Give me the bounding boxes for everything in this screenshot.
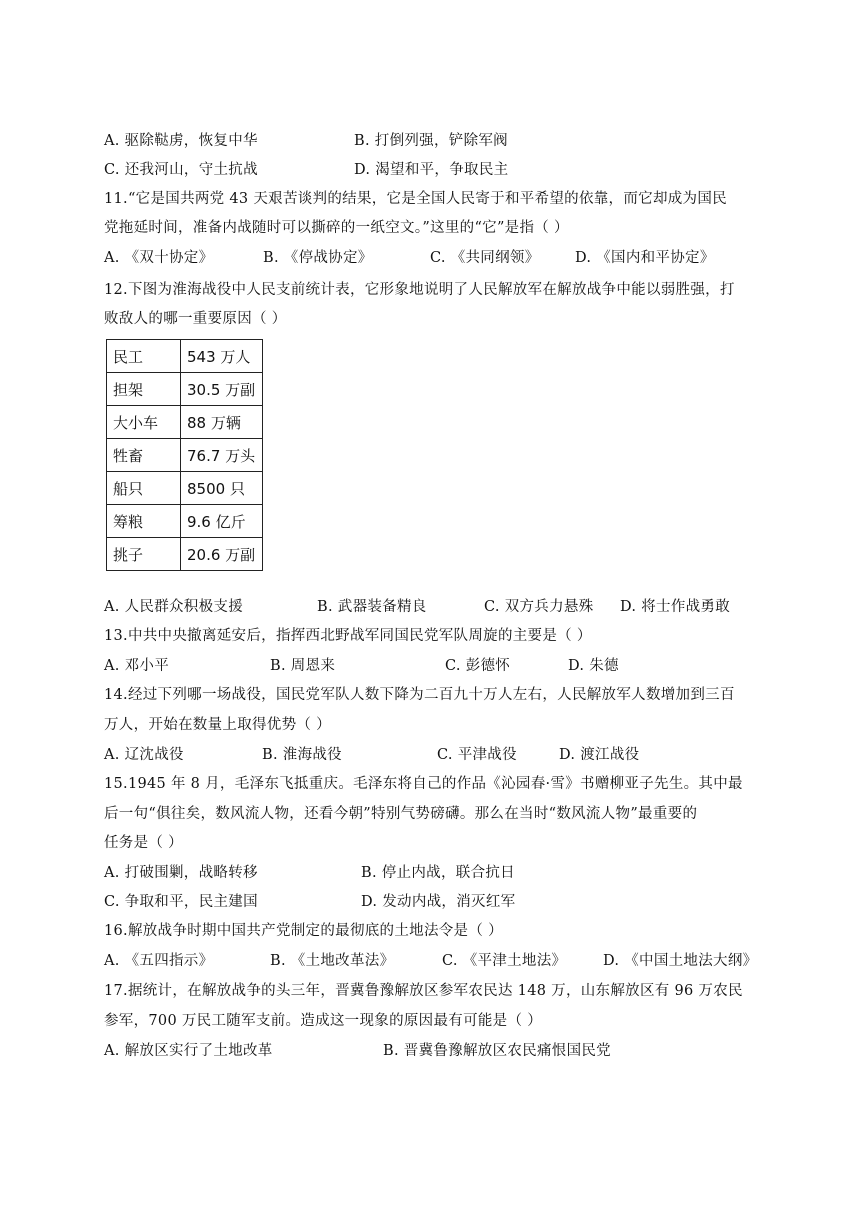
q12-option-c[interactable]: C. 双方兵力悬殊 [484, 599, 594, 615]
q13-option-b[interactable]: B. 周恩来 [270, 658, 336, 674]
table-cell-value: 9.6 亿斤 [181, 505, 263, 538]
table-cell-value: 76.7 万头 [181, 439, 263, 472]
table-row [107, 406, 263, 439]
q14-option-a[interactable]: A. 辽沈战役 [104, 747, 184, 763]
table-row [107, 373, 263, 406]
table-cell-value: 8500 只 [181, 472, 263, 505]
table-cell-item: 船只 [107, 472, 181, 505]
q11-option-d[interactable]: D. 《国内和平协定》 [575, 250, 715, 266]
table-cell-value: 20.6 万副 [181, 538, 263, 571]
table-cell-item: 筹粮 [107, 505, 181, 538]
q10-option-a[interactable]: A. 驱除鞑虏，恢复中华 [104, 133, 258, 149]
q13-option-c[interactable]: C. 彭德怀 [445, 658, 511, 674]
q16-option-b[interactable]: B. 《土地改革法》 [270, 953, 395, 969]
q15-option-c[interactable]: C. 争取和平，民主建国 [104, 894, 258, 910]
q17-option-a[interactable]: A. 解放区实行了土地改革 [104, 1043, 273, 1059]
table-cell-value: 543 万人 [181, 340, 263, 373]
q11-stem-line2: 党拖延时间，准备内战随时可以撕碎的一纸空文。”这里的“它”是指（ ） [104, 220, 569, 236]
q14-stem-line2: 万人，开始在数量上取得优势（ ） [104, 717, 331, 733]
table-row [107, 439, 263, 472]
q10-option-b[interactable]: B. 打倒列强，铲除军阀 [354, 133, 508, 149]
q15-option-a[interactable]: A. 打破围剿，战略转移 [104, 865, 258, 881]
q15-option-b[interactable]: B. 停止内战，联合抗日 [361, 865, 515, 881]
q12-option-b[interactable]: B. 武器装备精良 [317, 599, 427, 615]
q13-option-a[interactable]: A. 邓小平 [104, 658, 169, 674]
q10-option-d[interactable]: D. 渴望和平，争取民主 [354, 162, 509, 178]
q17-option-b[interactable]: B. 晋冀鲁豫解放区农民痛恨国民党 [383, 1043, 611, 1059]
q13-option-d[interactable]: D. 朱德 [568, 658, 619, 674]
q15-stem-line2: 后一句“俱往矣，数风流人物，还看今朝”特别气势磅礴。那么在当时“数风流人物”最重要的 [104, 806, 698, 822]
table-row [107, 505, 263, 538]
q17-stem-line2: 参军，700 万民工随军支前。造成这一现象的原因最有可能是（ ） [104, 1013, 542, 1029]
q11-option-b[interactable]: B. 《停战协定》 [263, 250, 373, 266]
q12-stem-line2: 败敌人的哪一重要原因（ ） [104, 311, 287, 327]
table-cell-item: 民工 [107, 340, 181, 373]
q14-option-c[interactable]: C. 平津战役 [437, 747, 517, 763]
q12-stem-line1: 12.下图为淮海战役中人民支前统计表，它形象地说明了人民解放军在解放战争中能以弱胜强，打 [104, 282, 735, 298]
q16-stem-line1: 16.解放战争时期中国共产党制定的最彻底的土地法令是（ ） [104, 923, 503, 939]
table-cell-item: 大小车 [107, 406, 181, 439]
q11-stem-line1: 11.“它是国共两党 43 天艰苦谈判的结果，它是全国人民寄于和平希望的依靠，而它却成为国民 [104, 191, 727, 207]
q16-option-c[interactable]: C. 《平津土地法》 [442, 953, 567, 969]
q11-option-c[interactable]: C. 《共同纲领》 [430, 250, 540, 266]
table-cell-value: 88 万辆 [181, 406, 263, 439]
q14-option-b[interactable]: B. 淮海战役 [262, 747, 342, 763]
table-cell-item: 担架 [107, 373, 181, 406]
q15-option-d[interactable]: D. 发动内战，消灭红军 [361, 894, 516, 910]
q16-option-d[interactable]: D. 《中国土地法大纲》 [603, 953, 758, 969]
table-row [107, 538, 263, 571]
table-cell-value: 30.5 万副 [181, 373, 263, 406]
q14-stem-line1: 14.经过下列哪一场战役，国民党军队人数下降为二百九十万人左右，人民解放军人数增加到三百 [104, 687, 735, 703]
q12-option-a[interactable]: A. 人民群众积极支援 [104, 599, 243, 615]
q15-stem-line3: 任务是（ ） [104, 835, 183, 851]
q13-stem-line1: 13.中共中央撤离延安后，指挥西北野战军同国民党军队周旋的主要是（ ） [104, 628, 592, 644]
table-row [107, 340, 263, 373]
q10-option-c[interactable]: C. 还我河山，守土抗战 [104, 162, 258, 178]
q11-option-a[interactable]: A. 《双十协定》 [104, 250, 214, 266]
q12-option-d[interactable]: D. 将士作战勇敢 [620, 599, 731, 615]
q15-stem-line1: 15.1945 年 8 月，毛泽东飞抵重庆。毛泽东将自己的作品《沁园春·雪》书赠柳亚子先生。其中最 [104, 776, 743, 792]
q17-stem-line1: 17.据统计，在解放战争的头三年，晋冀鲁豫解放区参军农民达 148 万，山东解放区有 96 万农民 [104, 983, 743, 999]
q16-option-a[interactable]: A. 《五四指示》 [104, 953, 214, 969]
table-row [107, 472, 263, 505]
table-cell-item: 牲畜 [107, 439, 181, 472]
q14-option-d[interactable]: D. 渡江战役 [559, 747, 640, 763]
table-cell-item: 挑子 [107, 538, 181, 571]
support-statistics-table [106, 339, 263, 571]
